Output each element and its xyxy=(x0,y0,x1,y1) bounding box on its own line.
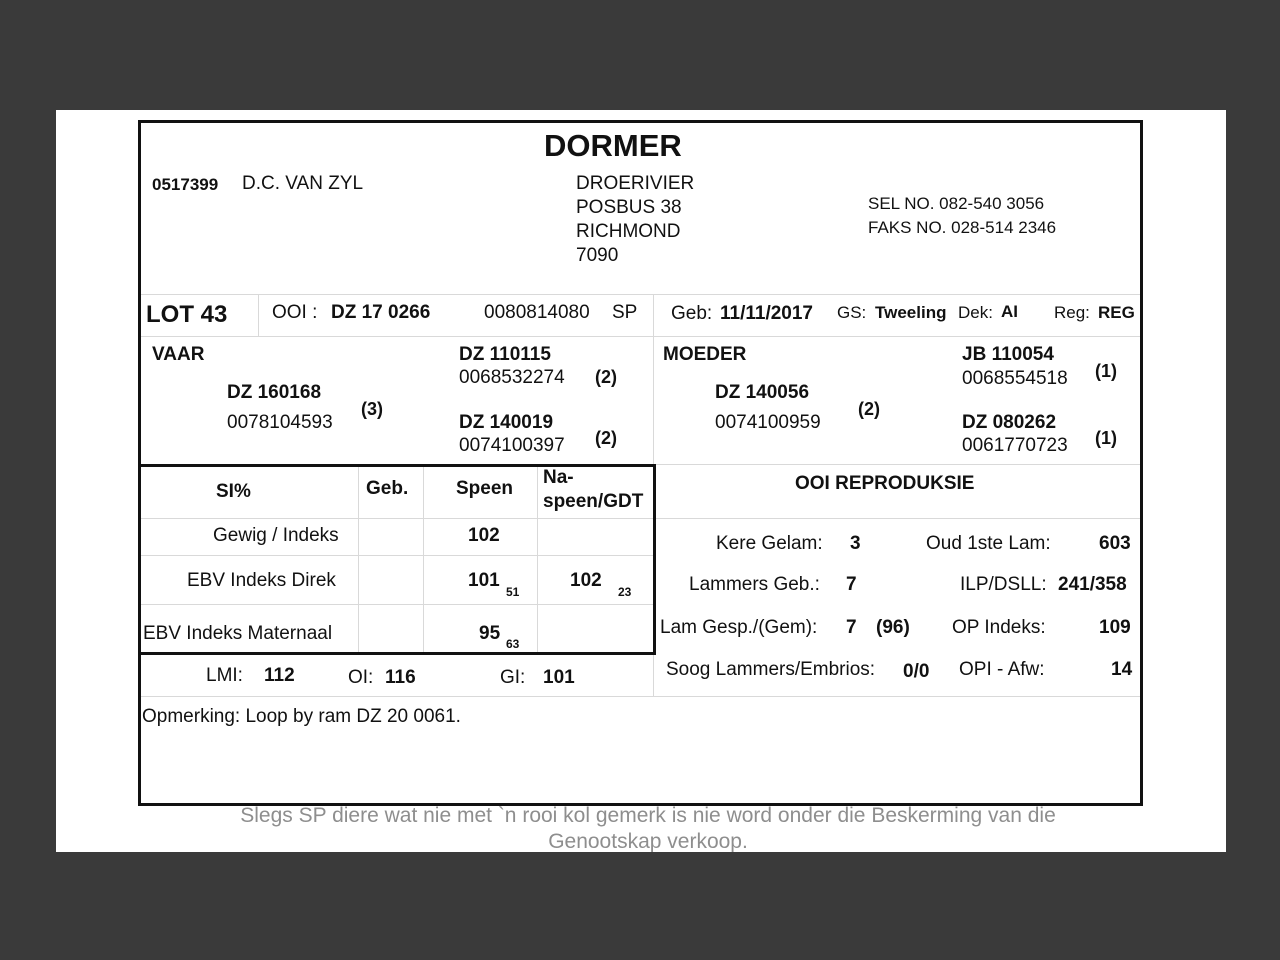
kere-value: 3 xyxy=(850,533,861,554)
speen-value: 102 xyxy=(468,525,500,546)
ooi-label: OOI : xyxy=(272,302,318,323)
soog-label: Soog Lammers/Embrios: xyxy=(666,659,876,680)
divider xyxy=(654,464,1140,465)
gi-label: GI: xyxy=(500,667,526,688)
speen-value: 95 xyxy=(479,623,501,644)
oi-label: OI: xyxy=(348,667,374,688)
row-label-weight-index: Gewig / Indeks xyxy=(213,525,339,546)
fax-number: FAKS NO. 028-514 2346 xyxy=(868,218,1057,237)
soog-value: 0/0 xyxy=(903,661,930,682)
lammers-label: Lammers Geb.: xyxy=(689,574,820,595)
dam-dam-id: DZ 080262 xyxy=(962,412,1057,433)
sire-count: (3) xyxy=(361,399,383,419)
owner-name: D.C. VAN ZYL xyxy=(242,173,364,194)
divider xyxy=(654,518,1140,519)
si-column-header: SI% xyxy=(216,481,251,502)
address-line-3: RICHMOND xyxy=(576,221,681,242)
dam-sire-id: JB 110054 xyxy=(962,344,1054,365)
sire-dam-id: DZ 140019 xyxy=(459,412,554,433)
divider xyxy=(258,294,259,336)
sp-marker: SP xyxy=(612,302,638,323)
dam-dam-count: (1) xyxy=(1095,428,1117,448)
dam-label: MOEDER xyxy=(663,344,747,365)
sire-sire-id: DZ 110115 xyxy=(459,344,551,365)
row-label-ebv-direct: EBV Indeks Direk xyxy=(187,570,336,591)
gesp-value: 7 xyxy=(846,617,857,638)
op-value: 109 xyxy=(1099,617,1131,638)
opi-label: OPI - Afw: xyxy=(959,659,1045,680)
naspeen-column-header-1: Na- xyxy=(543,467,574,488)
ooi-id: DZ 17 0266 xyxy=(331,302,431,323)
dam-sire-count: (1) xyxy=(1095,361,1117,381)
birth-label: Geb: xyxy=(671,303,713,324)
breed-title: DORMER xyxy=(544,128,682,163)
reproduction-title: OOI REPRODUKSIE xyxy=(795,473,975,494)
gesp-label: Lam Gesp./(Gem): xyxy=(660,617,818,638)
ilp-value: 241/358 xyxy=(1058,574,1127,595)
footer-note-line-2: Genootskap verkoop. xyxy=(548,830,748,852)
speen-column-header: Speen xyxy=(456,478,514,499)
address-line-1: DROERIVIER xyxy=(576,173,695,194)
registration-number: 0080814080 xyxy=(484,302,590,323)
birth-date: 11/11/2017 xyxy=(720,303,813,324)
ilp-label: ILP/DSLL: xyxy=(960,574,1047,595)
dam-dam-number: 0061770723 xyxy=(962,435,1068,456)
sire-id: DZ 160168 xyxy=(227,382,322,403)
dam-sire-number: 0068554518 xyxy=(962,368,1068,389)
reg-label: Reg: xyxy=(1054,303,1090,322)
gi-value: 101 xyxy=(543,667,575,688)
dam-count: (2) xyxy=(858,399,880,419)
sire-dam-count: (2) xyxy=(595,428,617,448)
lmi-value: 112 xyxy=(264,665,295,686)
sire-sire-count: (2) xyxy=(595,367,617,387)
remark: Opmerking: Loop by ram DZ 20 0061. xyxy=(142,706,461,727)
naspeen-accuracy: 23 xyxy=(618,585,632,599)
speen-accuracy: 63 xyxy=(506,637,520,651)
dek-label: Dek: xyxy=(958,303,993,322)
op-label: OP Indeks: xyxy=(952,617,1046,638)
oud-label: Oud 1ste Lam: xyxy=(926,533,1051,554)
sire-label: VAAR xyxy=(152,344,205,365)
sire-number: 0078104593 xyxy=(227,412,333,433)
row-label-ebv-maternal: EBV Indeks Maternaal xyxy=(143,623,333,644)
kere-label: Kere Gelam: xyxy=(716,533,823,554)
dam-id: DZ 140056 xyxy=(715,382,810,403)
gs-label: GS: xyxy=(837,303,867,322)
dam-number: 0074100959 xyxy=(715,412,821,433)
footer-note-line-1: Slegs SP diere wat nie met `n rooi kol gemerk is nie word onder die Beskerming van die xyxy=(240,804,1056,827)
naspeen-column-header-2: speen/GDT xyxy=(543,491,644,512)
naspeen-value: 102 xyxy=(570,570,602,591)
lammers-value: 7 xyxy=(846,574,857,595)
address-line-4: 7090 xyxy=(576,245,619,266)
lmi-label: LMI: xyxy=(206,665,243,686)
speen-accuracy: 51 xyxy=(506,585,520,599)
sire-sire-number: 0068532274 xyxy=(459,367,565,388)
divider xyxy=(141,294,1140,295)
opi-value: 14 xyxy=(1111,659,1133,680)
gs-value: Tweeling xyxy=(875,303,947,322)
sale-card xyxy=(56,110,1226,852)
oud-value: 603 xyxy=(1099,533,1131,554)
divider xyxy=(141,336,1140,337)
dek-value: AI xyxy=(1001,302,1018,321)
address-line-2: POSBUS 38 xyxy=(576,197,682,218)
sire-dam-number: 0074100397 xyxy=(459,435,565,456)
gem-value: (96) xyxy=(876,617,910,638)
oi-value: 116 xyxy=(385,667,416,688)
speen-value: 101 xyxy=(468,570,500,591)
owner-id: 0517399 xyxy=(152,175,219,194)
cell-number: SEL NO. 082-540 3056 xyxy=(868,194,1045,213)
geb-column-header: Geb. xyxy=(366,478,409,499)
reg-value: REG xyxy=(1098,303,1135,322)
divider xyxy=(141,696,1140,697)
lot-number: LOT 43 xyxy=(146,301,228,328)
